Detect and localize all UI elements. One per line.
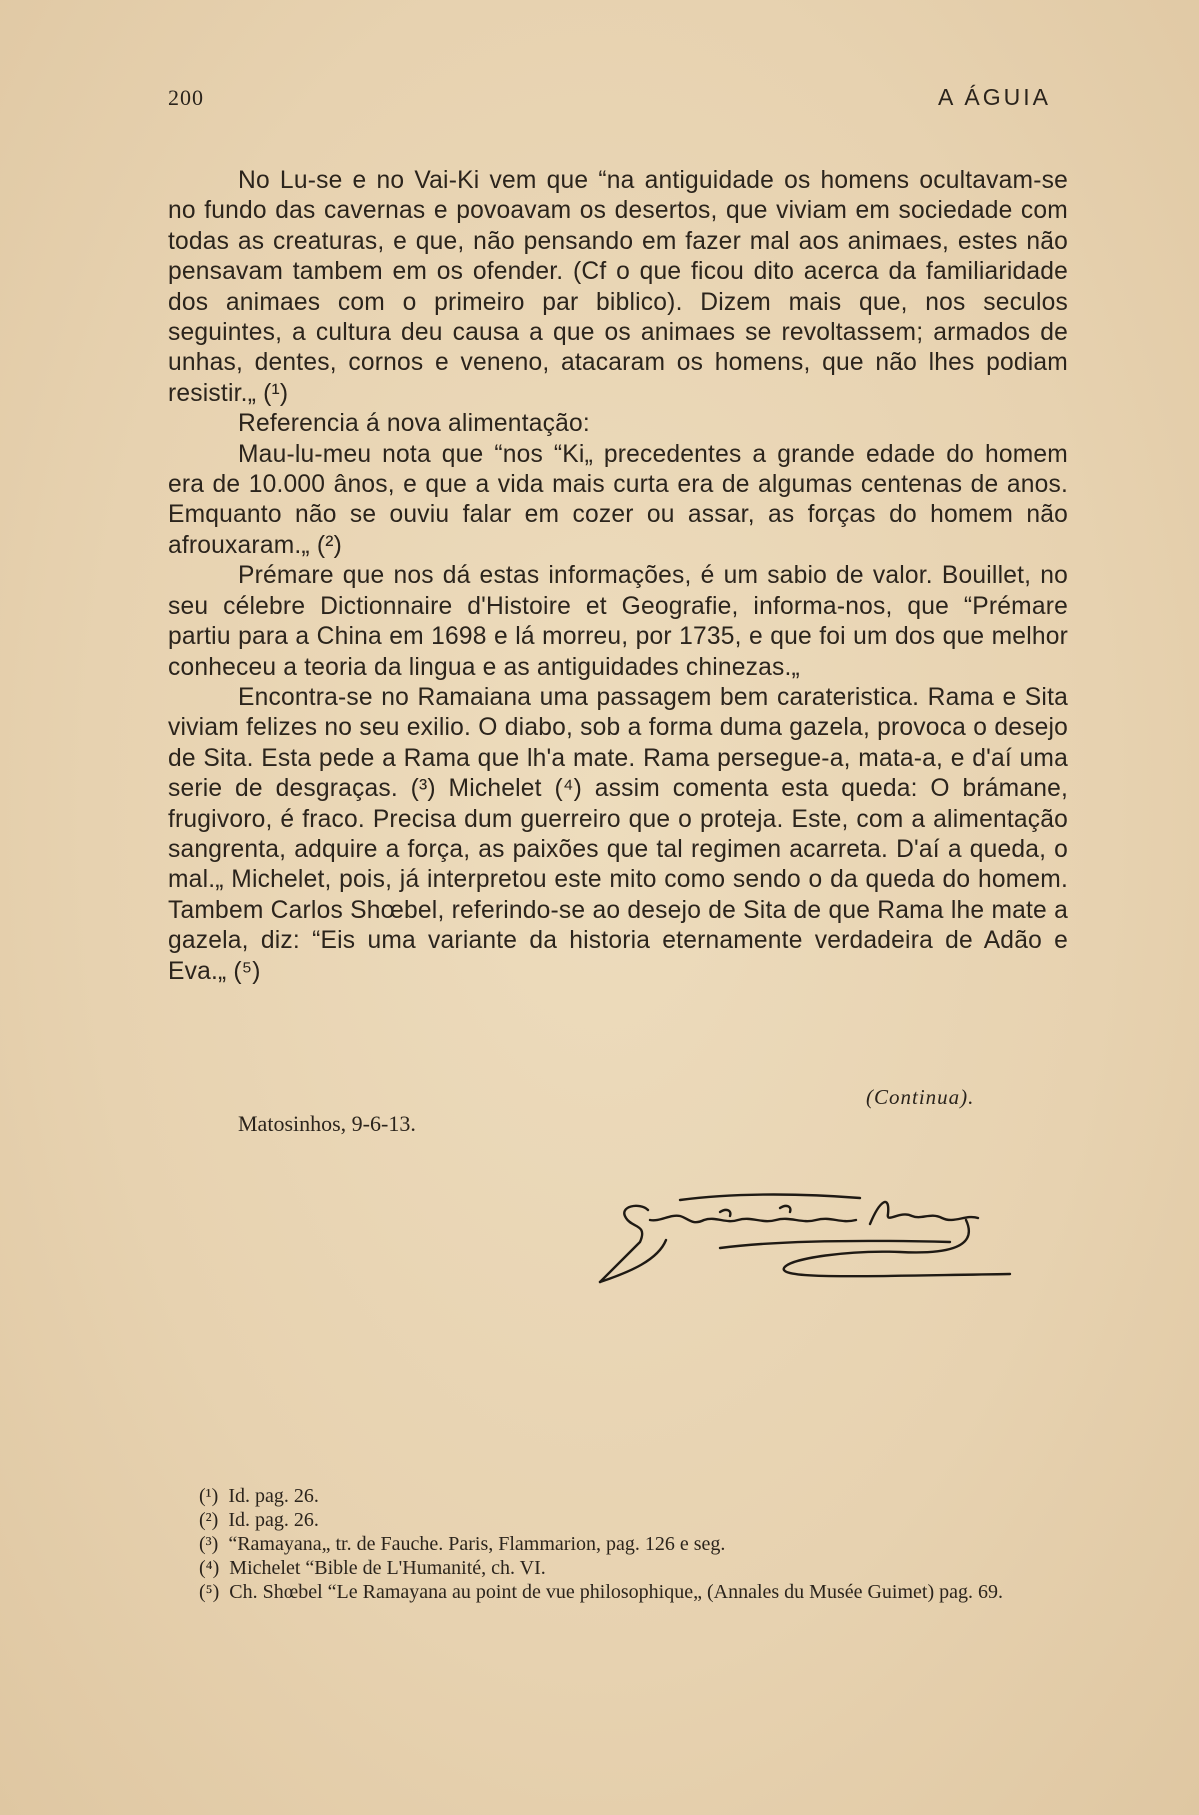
place-date: Matosinhos, 9-6-13. xyxy=(238,1111,416,1136)
footnote xyxy=(168,1556,1028,1580)
signature-image xyxy=(570,1180,1050,1300)
footnote xyxy=(168,1508,1028,1532)
article-body xyxy=(168,166,1068,987)
footnote-text: Michelet “Bible de L'Humanité, ch. VI. xyxy=(229,1557,546,1579)
footnote-text: Id. pag. 26. xyxy=(228,1509,319,1531)
footnotes xyxy=(168,1484,1028,1604)
page-number: 200 xyxy=(168,85,204,110)
footnote-text: Id. pag. 26. xyxy=(228,1485,319,1507)
journal-title: A ÁGUIA xyxy=(937,84,1051,110)
paragraph: Encontra-se no Ramaiana uma passagem bem carateristica. Rama e Sita viviam felizes no seu exilio. O diabo, sob a forma duma gazela, provoca o desejo de Sita. Esta pede a Rama que lh'a mate. Rama persegue-a, mata-a, e d'aí uma serie de desgraças. (³) Michelet (⁴) assim comenta esta queda: O brámane, frugivoro, é fraco. Precisa dum guerreiro que o proteja. Este, com a alimentação sangrenta, adquire a força, as paixões que tal regimen acarreta. D'aí a queda, o mal.„ Michelet, pois, já interpretou este mito como sendo o da queda do homem. Tambem Carlos Shœbel, referindo-se ao desejo de Sita de que Rama lhe mate a gazela, diz: “Eis uma variante da historia eternamente verdadeira de Adão e Eva.„ (⁵) xyxy=(168,683,1068,985)
continua-note: (Continua). xyxy=(866,1085,975,1109)
footnote-mark: (¹) xyxy=(199,1485,219,1507)
footnote-text: Ch. Shœbel “Le Ramayana au point de vue philosophique„ (Annales du Musée Guimet) pag. 69. xyxy=(229,1581,1004,1603)
footnote-text: “Ramayana„ tr. de Fauche. Paris, Flammarion, pag. 126 e seg. xyxy=(228,1533,726,1555)
paragraph: Mau-lu-meu nota que “nos “Ki„ precedentes a grande edade do homem era de 10.000 ânos, e que a vida mais curta era de algumas centenas de anos. Emquanto não se ouviu falar em cozer ou assar, as forças do homem não afrouxaram.„ (²) xyxy=(168,440,1068,559)
footnote xyxy=(168,1484,1028,1508)
paragraph: Referencia á nova alimentação: xyxy=(238,410,590,438)
footnote-mark: (³) xyxy=(199,1533,219,1555)
footnote-mark: (²) xyxy=(199,1509,219,1531)
footnote-mark: (⁴) xyxy=(199,1557,220,1579)
paragraph: No Lu-se e no Vai-Ki vem que “na antiguidade os homens ocultavam-se no fundo das cavernas e povoavam os desertos, que viviam em sociedade com todas as creaturas, e que, não pensando em fazer mal aos animaes, estes não pensavam tambem em os ofender. (Cf o que ficou dito acerca da familiaridade dos animaes com o primeiro par biblico). Dizem mais que, nos seculos seguintes, a cultura deu causa a que os animaes se revoltassem; armados de unhas, dentes, cornos e veneno, atacaram os homens, que não lhes podiam resistir.„ (¹) xyxy=(168,167,1068,407)
footnote xyxy=(168,1532,1028,1556)
footnote xyxy=(168,1580,1028,1604)
paragraph: Prémare que nos dá estas informações, é um sabio de valor. Bouillet, no seu célebre Dictionnaire d'Histoire et Geografie, informa-nos, que “Prémare partiu para a China em 1698 e lá morreu, por 1735, e que foi um dos que melhor conheceu a teoria da lingua e as antiguidades chinezas.„ xyxy=(168,562,1068,681)
author-signature xyxy=(570,1180,1050,1305)
footnote-mark: (⁵) xyxy=(199,1581,220,1603)
page-header xyxy=(168,84,1051,111)
